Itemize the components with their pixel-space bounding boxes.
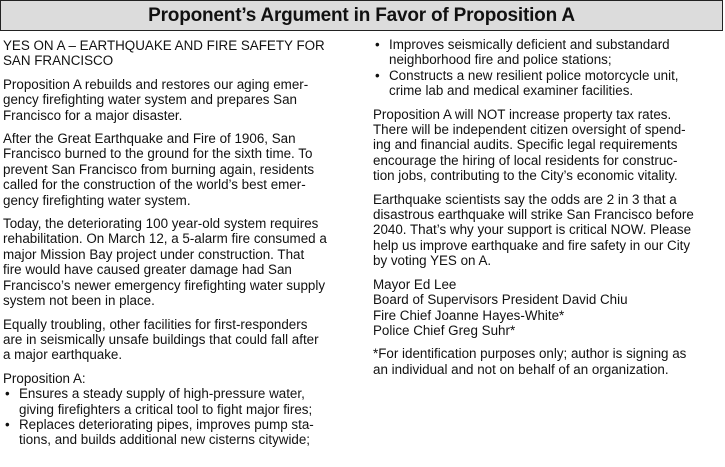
bullet-icon: • <box>375 37 380 52</box>
signatory: Police Chief Greg Suhr* <box>373 322 516 338</box>
proposition-list <box>3 386 353 448</box>
paragraph-taxes: Proposition A will NOT increase property tax rates. There will be independent citizen oversight of spend- ing and financial audits. Specific legal requirements encourage the hiring of local residents for construc- tion jobs, contributing to the City’s economic vitality. <box>373 106 686 184</box>
bullet-icon: • <box>375 67 380 83</box>
bullet-icon: • <box>5 416 10 432</box>
footnote: *For identification purposes only; author is signing as an individual and not on behalf of an organization. <box>373 346 687 377</box>
section-heading: YES ON A – EARTHQUAKE AND FIRE SAFETY FOR SAN FRANCISCO <box>3 38 325 69</box>
paragraph-intro: Proposition A rebuilds and restores our aging emer- gency firefighting water system and prepares San Francisco for a major disaster. <box>3 76 309 123</box>
bullet-icon: • <box>5 386 10 402</box>
paragraph-today: Today, the deteriorating 100 year-old system requires rehabilitation. On March 12, a 5-alarm fire consumed a major Mission Bay project under construction. That fire would have caused greater damage had San Francisco’s newer emergency firefighting water supply system not been in place. <box>3 216 327 309</box>
proposition-list-continued <box>373 37 723 99</box>
right-column <box>373 38 723 385</box>
signatory: Mayor Ed Lee <box>373 276 457 292</box>
list-item: • Constructs a new resilient police motorcycle unit, crime lab and medical examiner facilities. <box>375 67 679 99</box>
left-column <box>3 38 353 456</box>
paragraph-history: After the Great Earthquake and Fire of 1906, San Francisco burned to the ground for the sixth time. To prevent San Francisco from burning again, residents called for the construction of the world’s best emer- gency firefighting water system. <box>3 131 315 208</box>
proposition-label: Proposition A: <box>3 370 86 386</box>
signatory: Fire Chief Joanne Hayes-White* <box>373 307 565 323</box>
signatories <box>373 277 723 339</box>
paragraph-earthquake-odds: Earthquake scientists say the odds are 2 in 3 that a disastrous earthquake will strike San Francisco before 2040. That’s why your support is critical NOW. Please help us improve earthquake and fire safety in our City by voting YES on A. <box>373 191 694 269</box>
paragraph-facilities: Equally troubling, other facilities for first-responders are in seismically unsafe buildings that could fall after a major earthquake. <box>3 316 319 363</box>
list-item: • Ensures a steady supply of high-pressure water, giving firefighters a critical tool to fight major fires; <box>5 386 313 417</box>
page-title: Proponent’s Argument in Favor of Proposition A <box>0 0 723 31</box>
list-item: • Improves seismically deficient and substandard neighborhood fire and police stations; <box>375 37 670 68</box>
signatory: Board of Supervisors President David Chiu <box>373 292 628 308</box>
list-item: • Replaces deteriorating pipes, improves pump sta- tions, and builds additional new cisterns citywide; <box>5 416 314 448</box>
